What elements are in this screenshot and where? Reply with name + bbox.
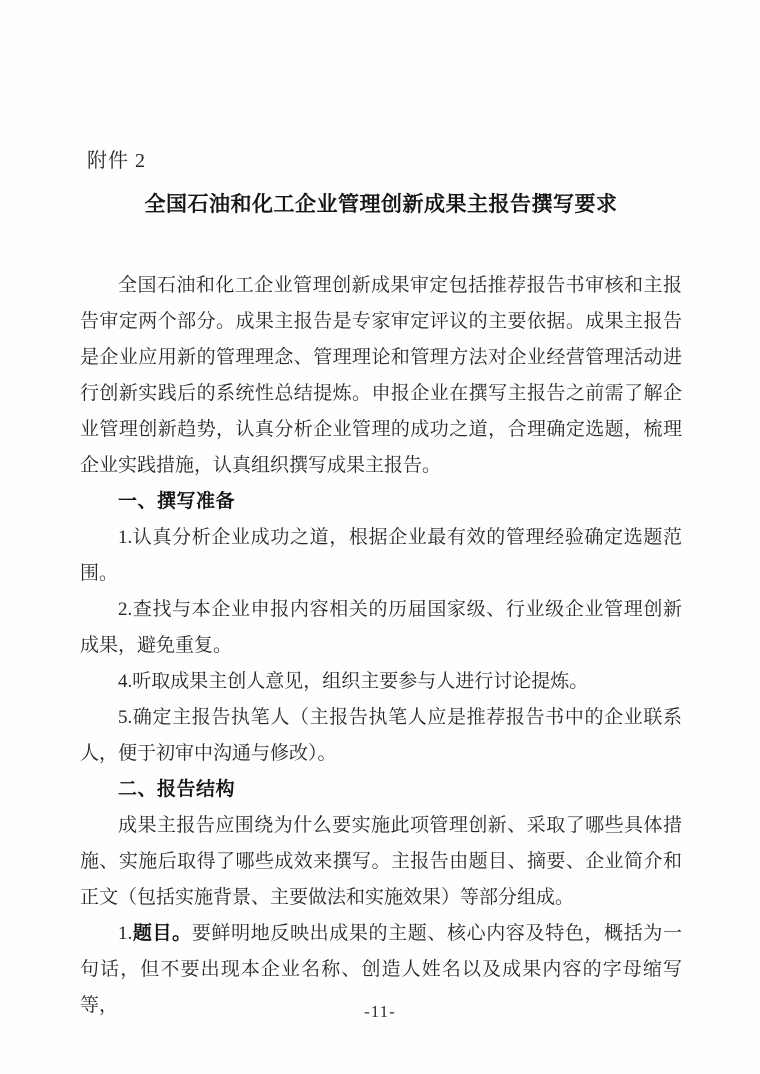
structure-paragraph: 成果主报告应围绕为什么要实施此项管理创新、采取了哪些具体措施、实施后取得了哪些成效来撰写。主报告由题目、摘要、企业简介和正文（包括实施背景、主要做法和实施效果）等部分组成。 bbox=[80, 815, 682, 908]
item-number: 1. bbox=[118, 923, 133, 944]
attachment-label: 附件 2 bbox=[87, 150, 146, 172]
list-item-4: 4.听取成果主创人意见，组织主要参与人进行讨论提炼。 bbox=[118, 671, 589, 692]
document-title: 全国石油和化工企业管理创新成果主报告撰写要求 bbox=[144, 193, 618, 216]
document-body bbox=[80, 268, 682, 1024]
list-item-5: 5.确定主报告执笔人（主报告执笔人应是推荐报告书中的企业联系人，便于初审中沟通与修改）。 bbox=[80, 707, 682, 764]
page-number: -11- bbox=[364, 1002, 396, 1021]
section-heading-preparation: 一、撰写准备 bbox=[118, 491, 236, 512]
item-text: 要鲜明地反映出成果的主题、核心内容及特色，概括为一句话，但不要出现本企业名称、创造人姓名以及成果内容的字母缩写等， bbox=[80, 923, 682, 1016]
intro-paragraph: 全国石油和化工企业管理创新成果审定包括推荐报告书审核和主报告审定两个部分。成果主报告是专家审定评议的主要依据。成果主报告是企业应用新的管理理念、管理理论和管理方法对企业经营管理活动进行创新实践后的系统性总结提炼。申报企业在撰写主报告之前需了解企业管理创新趋势，认真分析企业管理的成功之道，合理确定选题，梳理企业实践措施，认真组织撰写成果主报告。 bbox=[80, 275, 682, 476]
list-item-1: 1.认真分析企业成功之道，根据企业最有效的管理经验确定选题范围。 bbox=[80, 527, 682, 584]
section-heading-structure: 二、报告结构 bbox=[118, 779, 236, 800]
list-item-2: 2.查找与本企业申报内容相关的历届国家级、行业级企业管理创新成果，避免重复。 bbox=[80, 599, 682, 656]
item-lead-title: 题目。 bbox=[132, 923, 192, 944]
